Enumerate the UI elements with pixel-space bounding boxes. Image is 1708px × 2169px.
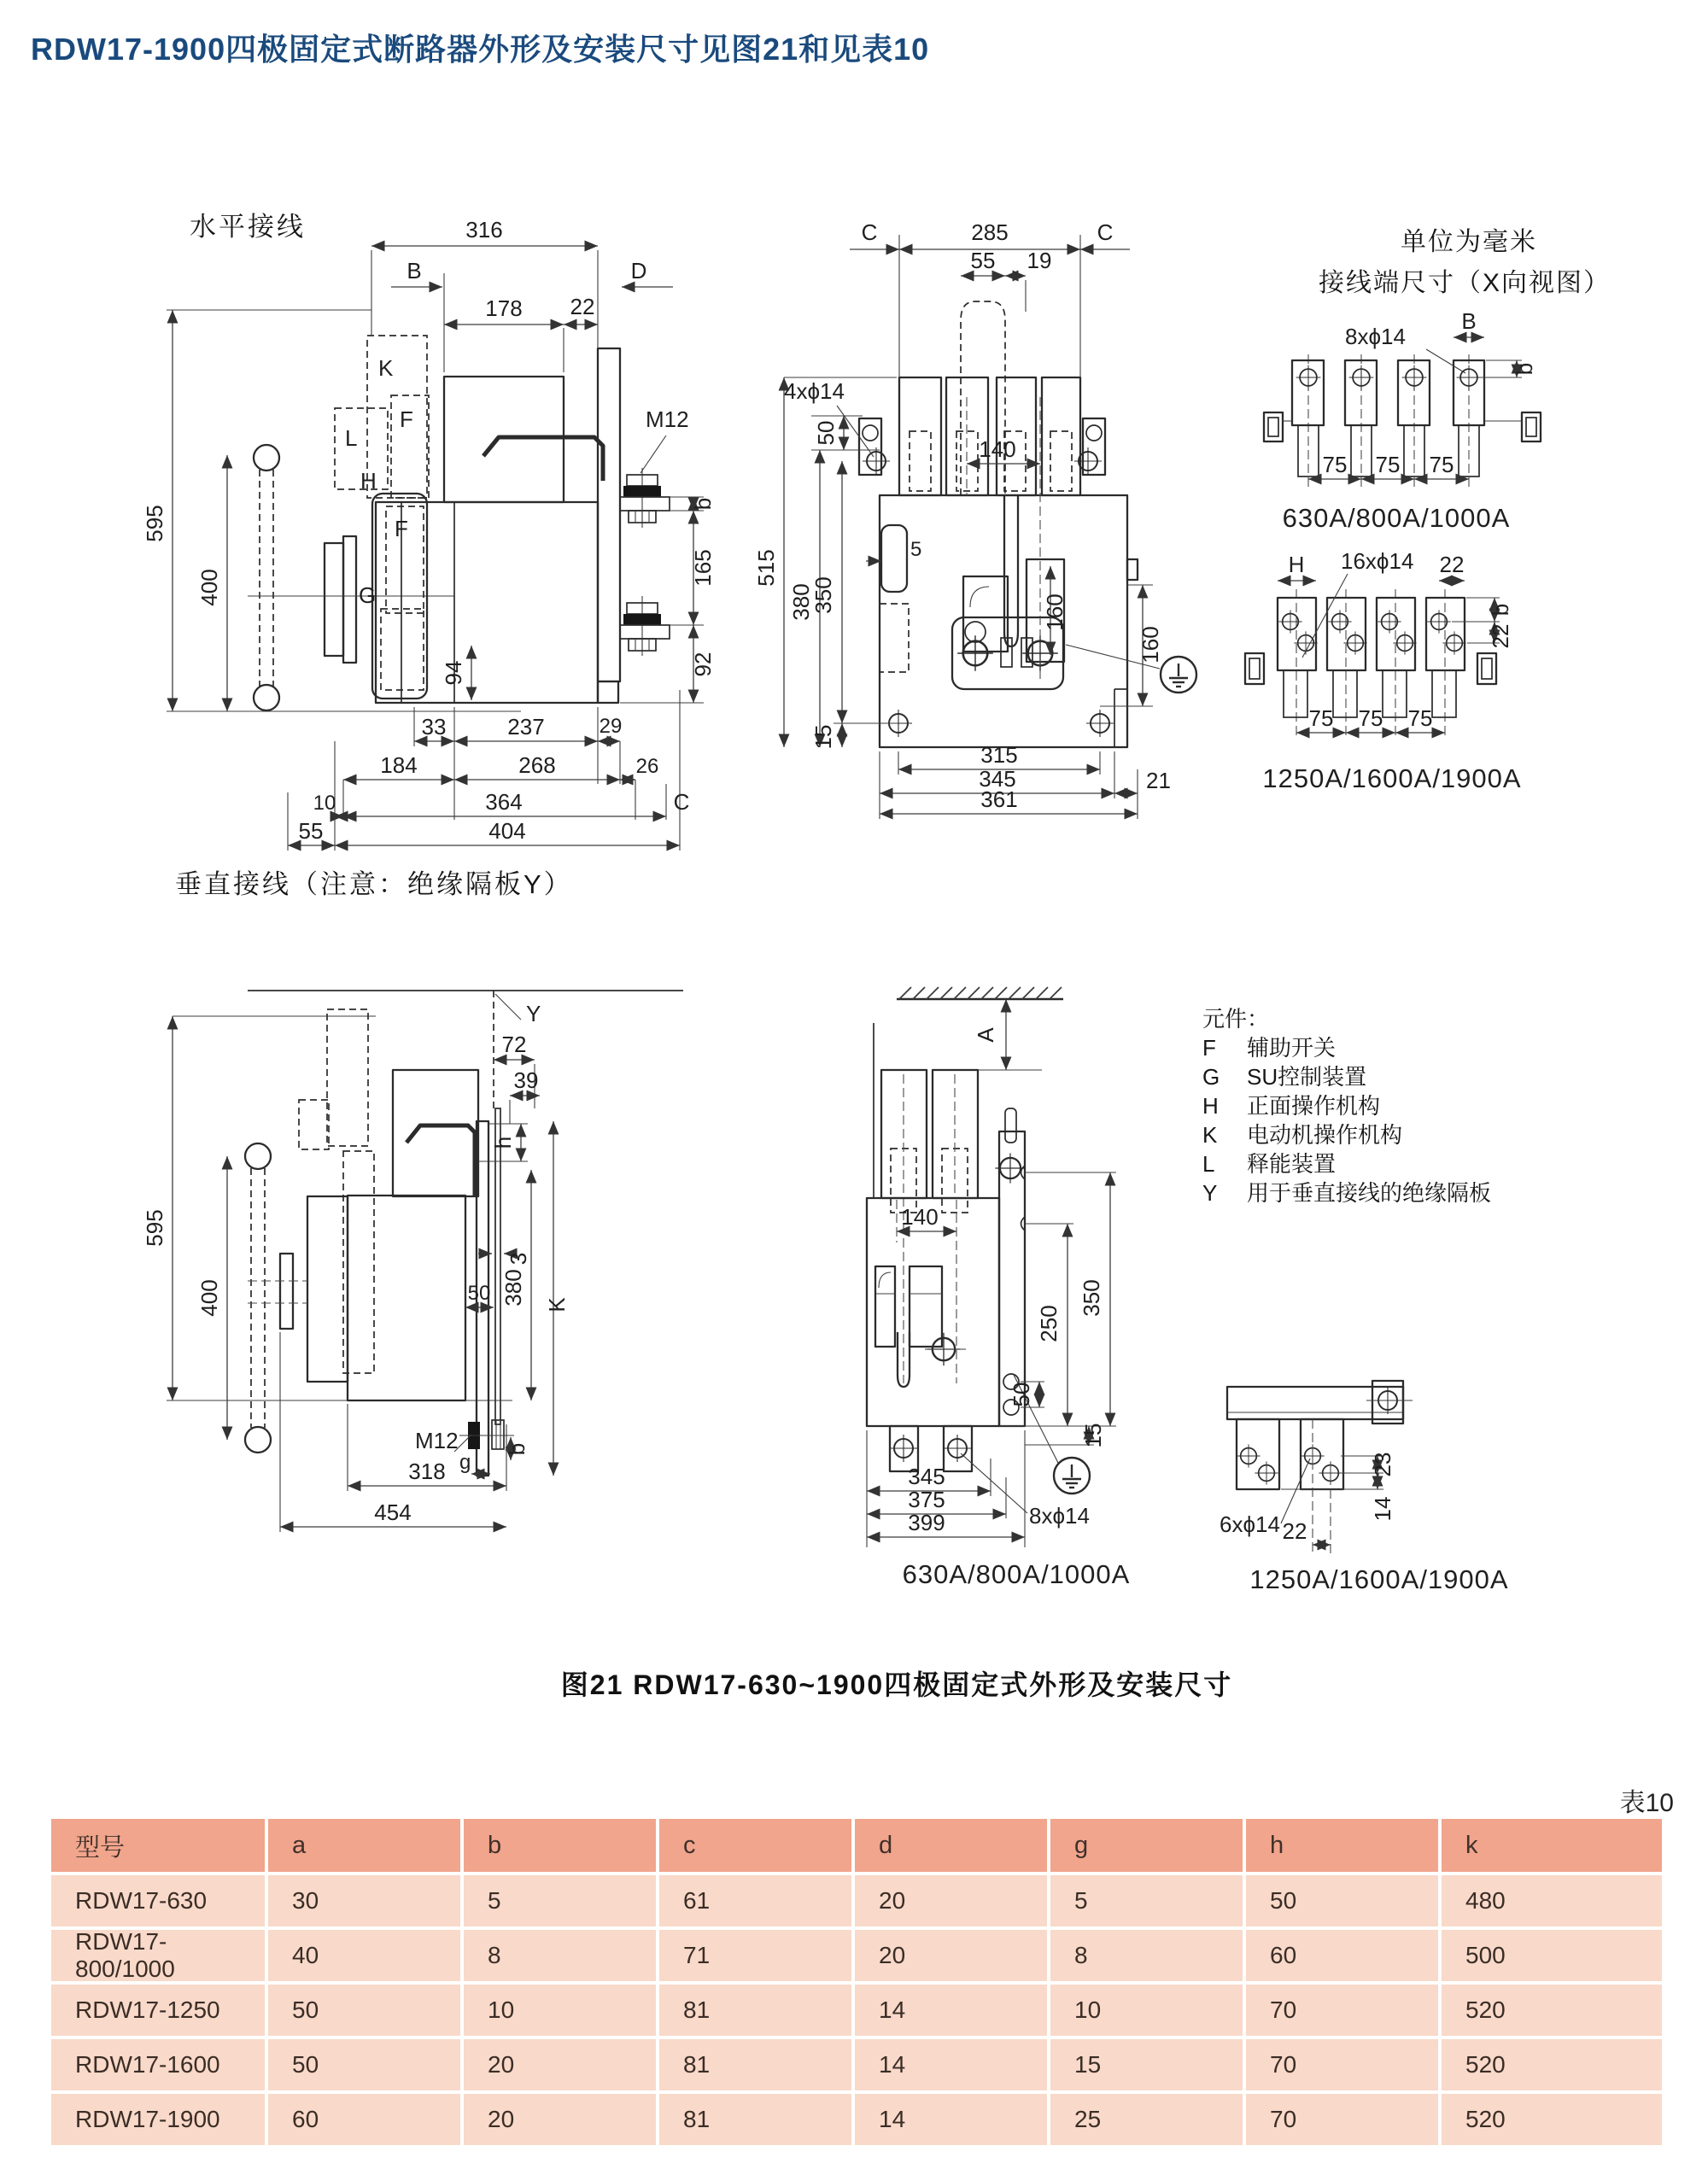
table-header-cell: c (659, 1819, 851, 1872)
caption-630-1000: 630A/800A/1000A (1282, 503, 1511, 533)
caption-630-1000: 630A/800A/1000A (902, 1559, 1131, 1589)
dim-72: 72 (501, 1032, 527, 1057)
hw-front-geometry (859, 301, 1196, 747)
label-F2: F (395, 516, 408, 541)
vertical-wiring-front-view (816, 973, 1208, 1597)
component-legend (1202, 1004, 1702, 1207)
dim-26: 26 (635, 755, 659, 778)
table-header-cell: g (1050, 1819, 1243, 1872)
table-cell: 71 (659, 1930, 851, 1981)
table-cell: 520 (1442, 2039, 1662, 2090)
dim-595: 595 (142, 1209, 167, 1247)
dim-B: B (1461, 308, 1477, 334)
table-cell: 81 (659, 1985, 851, 2036)
dim-404: 404 (488, 818, 526, 844)
table-cell: 50 (1246, 1875, 1438, 1926)
legend-key: H (1202, 1093, 1219, 1119)
table-cell: 70 (1246, 2094, 1438, 2145)
dim-75c: 75 (1407, 705, 1433, 731)
label-8xphi14: 8xϕ14 (1345, 324, 1406, 349)
legend-item-Y (1202, 1178, 1702, 1207)
dim-22: 22 (1282, 1518, 1307, 1544)
dim-400: 400 (196, 569, 222, 606)
legend-key: K (1202, 1122, 1218, 1148)
dim-165: 165 (690, 549, 716, 587)
dim-399: 399 (908, 1510, 945, 1535)
dim-268: 268 (518, 752, 556, 778)
dim-15: 15 (1080, 1423, 1106, 1448)
dim-595: 595 (142, 505, 167, 542)
terminal-detail-630-1000 (1264, 308, 1674, 542)
table-tag: 表10 (1619, 1789, 1674, 1817)
dim-318: 318 (408, 1459, 446, 1484)
dim-350: 350 (810, 576, 836, 614)
hw-side-geometry (167, 310, 670, 711)
dim-75b: 75 (1375, 452, 1401, 477)
section-label-horizontal: 水平接线 (190, 212, 306, 242)
legend-key: G (1202, 1064, 1220, 1090)
table-cell: 50 (268, 2039, 460, 2090)
dim-380: 380 (788, 583, 814, 621)
dim-160-window: 160 (1042, 593, 1068, 631)
dim-C-left: C (861, 219, 878, 245)
vw-side-geometry (167, 991, 683, 1476)
dim-10: 10 (313, 792, 336, 815)
dim-50: 50 (1009, 1382, 1034, 1407)
table-header-cell: h (1246, 1819, 1438, 1872)
horizontal-wiring-side-view (120, 143, 752, 852)
legend-desc: 电动机操作机构 (1247, 1122, 1403, 1148)
dim-h: h (490, 1136, 516, 1149)
legend-item-F (1202, 1033, 1702, 1062)
vw-term-dimensions (1220, 1453, 1509, 1594)
vertical-wiring-side-view (120, 980, 752, 1663)
dim-375: 375 (908, 1487, 945, 1512)
vw-side-dimensions (142, 1001, 570, 1532)
dim-361: 361 (980, 786, 1018, 812)
table-cell: 30 (268, 1875, 460, 1926)
dim-C-right: C (1097, 219, 1114, 245)
dim-55: 55 (298, 818, 324, 844)
dim-75a: 75 (1308, 705, 1334, 731)
table-cell-model: RDW17-1250 (51, 1985, 265, 2036)
dim-345: 345 (979, 766, 1016, 792)
table-row (51, 2094, 1665, 2145)
table-header-cell: k (1442, 1819, 1662, 1872)
dim-b: b (504, 1442, 529, 1456)
table-cell: 14 (855, 1985, 1047, 2036)
dim-K: K (544, 1297, 570, 1313)
label-M12: M12 (646, 406, 689, 432)
dim-39: 39 (513, 1067, 539, 1093)
table-cell: 60 (268, 2094, 460, 2145)
table-cell: 60 (1246, 1930, 1438, 1981)
table-cell: 8 (1050, 1930, 1243, 1981)
dim-H: H (1288, 552, 1305, 577)
table-cell: 10 (1050, 1985, 1243, 2036)
table-cell: 81 (659, 2039, 851, 2090)
caption-1250-1900: 1250A/1600A/1900A (1262, 763, 1522, 793)
dim-A: A (973, 1027, 998, 1043)
terminal-detail-1250-1900 (1221, 548, 1699, 811)
legend-desc: SU控制装置 (1247, 1064, 1367, 1090)
dimension-table (51, 1819, 1665, 2145)
dim-22-right: 22 (1488, 623, 1513, 649)
figure-caption: 图21 RDW17-630~1900四极固定式外形及安装尺寸 (560, 1669, 1233, 1700)
dim-75c: 75 (1429, 452, 1454, 477)
table-cell: 50 (268, 1985, 460, 2036)
dim-160-right: 160 (1138, 626, 1163, 664)
table-cell-model: RDW17-630 (51, 1875, 265, 1926)
table-cell: 480 (1442, 1875, 1662, 1926)
table-cell-model: RDW17-1600 (51, 2039, 265, 2090)
dim-237: 237 (507, 714, 545, 740)
dim-5: 5 (910, 538, 922, 561)
dim-b: b (1488, 603, 1513, 617)
page-title: RDW17-1900四极固定式断路器外形及安装尺寸见图21和见表10 (31, 32, 930, 67)
table-cell: 500 (1442, 1930, 1662, 1981)
dim-380: 380 (500, 1269, 526, 1307)
table-cell: 15 (1050, 2039, 1243, 2090)
dim-3: 3 (506, 1252, 531, 1266)
table-cell: 20 (464, 2094, 656, 2145)
terminal-view-note: 接线端尺寸（X向视图） (1318, 269, 1611, 297)
dim-33: 33 (421, 714, 447, 740)
legend-title: 元件： (1202, 1006, 1270, 1032)
legend-desc: 用于垂直接线的绝缘隔板 (1247, 1180, 1492, 1206)
table-cell: 20 (464, 2039, 656, 2090)
caption-1250-1900: 1250A/1600A/1900A (1249, 1564, 1509, 1594)
legend-key: Y (1202, 1180, 1218, 1206)
table-row (51, 1875, 1665, 1926)
legend-key: F (1202, 1035, 1216, 1061)
dim-75a: 75 (1322, 452, 1348, 477)
legend-item-H (1202, 1091, 1702, 1120)
table-row (51, 1985, 1665, 2036)
vertical-terminal-detail-1250-1900 (1213, 1377, 1546, 1599)
label-L: L (345, 425, 358, 451)
dim-b: b (1512, 362, 1537, 376)
table-header-cell: a (268, 1819, 460, 1872)
dim-400: 400 (196, 1279, 222, 1317)
table-header-cell: 型号 (51, 1819, 265, 1872)
label-8xphi14: 8xϕ14 (1029, 1503, 1090, 1529)
label-H: H (360, 468, 377, 494)
table-cell: 61 (659, 1875, 851, 1926)
table-cell: 520 (1442, 2094, 1662, 2145)
dim-D: D (630, 258, 647, 284)
legend-desc: 释能装置 (1247, 1151, 1337, 1177)
label-4xphi14: 4xϕ14 (784, 378, 845, 404)
dim-15: 15 (810, 724, 836, 750)
table-cell: 10 (464, 1985, 656, 2036)
label-Y: Y (526, 1001, 541, 1026)
dim-19: 19 (1027, 248, 1052, 273)
dim-50: 50 (467, 1282, 491, 1305)
legend-item-K (1202, 1120, 1702, 1149)
unit-note: 单位为毫米 (1401, 228, 1537, 256)
label-M12: M12 (415, 1428, 459, 1453)
dim-364: 364 (485, 789, 523, 815)
dim-345: 345 (908, 1464, 945, 1489)
table-cell: 70 (1246, 1985, 1438, 2036)
table-row (51, 2039, 1665, 2090)
table-cell-model: RDW17-1900 (51, 2094, 265, 2145)
table-header-row (51, 1819, 1665, 1872)
table-cell: 5 (1050, 1875, 1243, 1926)
table-cell-model: RDW17-800/1000 (51, 1930, 265, 1981)
table-cell: 40 (268, 1930, 460, 1981)
table-cell: 20 (855, 1930, 1047, 1981)
legend-item-G (1202, 1062, 1702, 1091)
dim-350: 350 (1079, 1279, 1104, 1317)
label-G: G (359, 582, 377, 608)
dim-55: 55 (970, 248, 996, 273)
dim-140: 140 (901, 1204, 939, 1230)
dim-454: 454 (374, 1500, 412, 1525)
dim-b: b (690, 497, 716, 511)
dim-285: 285 (971, 219, 1009, 245)
dim-250: 250 (1036, 1305, 1062, 1342)
hw-side-dimensions (142, 217, 716, 851)
dim-22-top: 22 (1439, 552, 1465, 577)
dim-B: B (407, 258, 422, 284)
table-header-cell: d (855, 1819, 1047, 1872)
dim-C: C (673, 789, 690, 815)
dim-21: 21 (1146, 768, 1171, 793)
label-K: K (378, 355, 394, 381)
dim-178: 178 (485, 295, 523, 321)
dim-23: 23 (1370, 1452, 1395, 1477)
dim-92: 92 (690, 652, 716, 677)
table-cell: 8 (464, 1930, 656, 1981)
dim-140: 140 (979, 436, 1016, 462)
legend-desc: 辅助开关 (1247, 1035, 1337, 1061)
table-cell: 14 (855, 2094, 1047, 2145)
table-cell: 20 (855, 1875, 1047, 1926)
legend-item-L (1202, 1149, 1702, 1178)
vw-front-geometry (867, 987, 1116, 1494)
dim-g: g (459, 1451, 471, 1474)
label-16xphi14: 16xϕ14 (1341, 548, 1414, 574)
dim-75b: 75 (1358, 705, 1383, 731)
dim-315: 315 (980, 742, 1018, 768)
dim-22: 22 (570, 294, 595, 319)
dim-14: 14 (1370, 1496, 1395, 1522)
dim-316: 316 (465, 217, 503, 243)
dim-184: 184 (380, 752, 418, 778)
label-6xphi14: 6xϕ14 (1220, 1511, 1280, 1537)
table-cell: 14 (855, 2039, 1047, 2090)
dim-94: 94 (441, 660, 466, 686)
table-header-cell: b (464, 1819, 656, 1872)
table-cell: 70 (1246, 2039, 1438, 2090)
legend-key: L (1202, 1151, 1215, 1177)
table-row (51, 1930, 1665, 1981)
section-label-vertical: 垂直接线（注意：绝缘隔板Y） (175, 869, 573, 899)
dim-515: 515 (753, 549, 779, 587)
legend-desc: 正面操作机构 (1247, 1093, 1381, 1119)
table-cell: 81 (659, 2094, 851, 2145)
table-cell: 5 (464, 1875, 656, 1926)
label-F1: F (400, 406, 413, 432)
dim-50: 50 (813, 420, 839, 446)
table-cell: 25 (1050, 2094, 1243, 2145)
dim-29: 29 (599, 715, 623, 738)
horizontal-wiring-front-view (752, 201, 1213, 824)
term-small-geometry (1264, 354, 1541, 487)
table-cell: 520 (1442, 1985, 1662, 2036)
